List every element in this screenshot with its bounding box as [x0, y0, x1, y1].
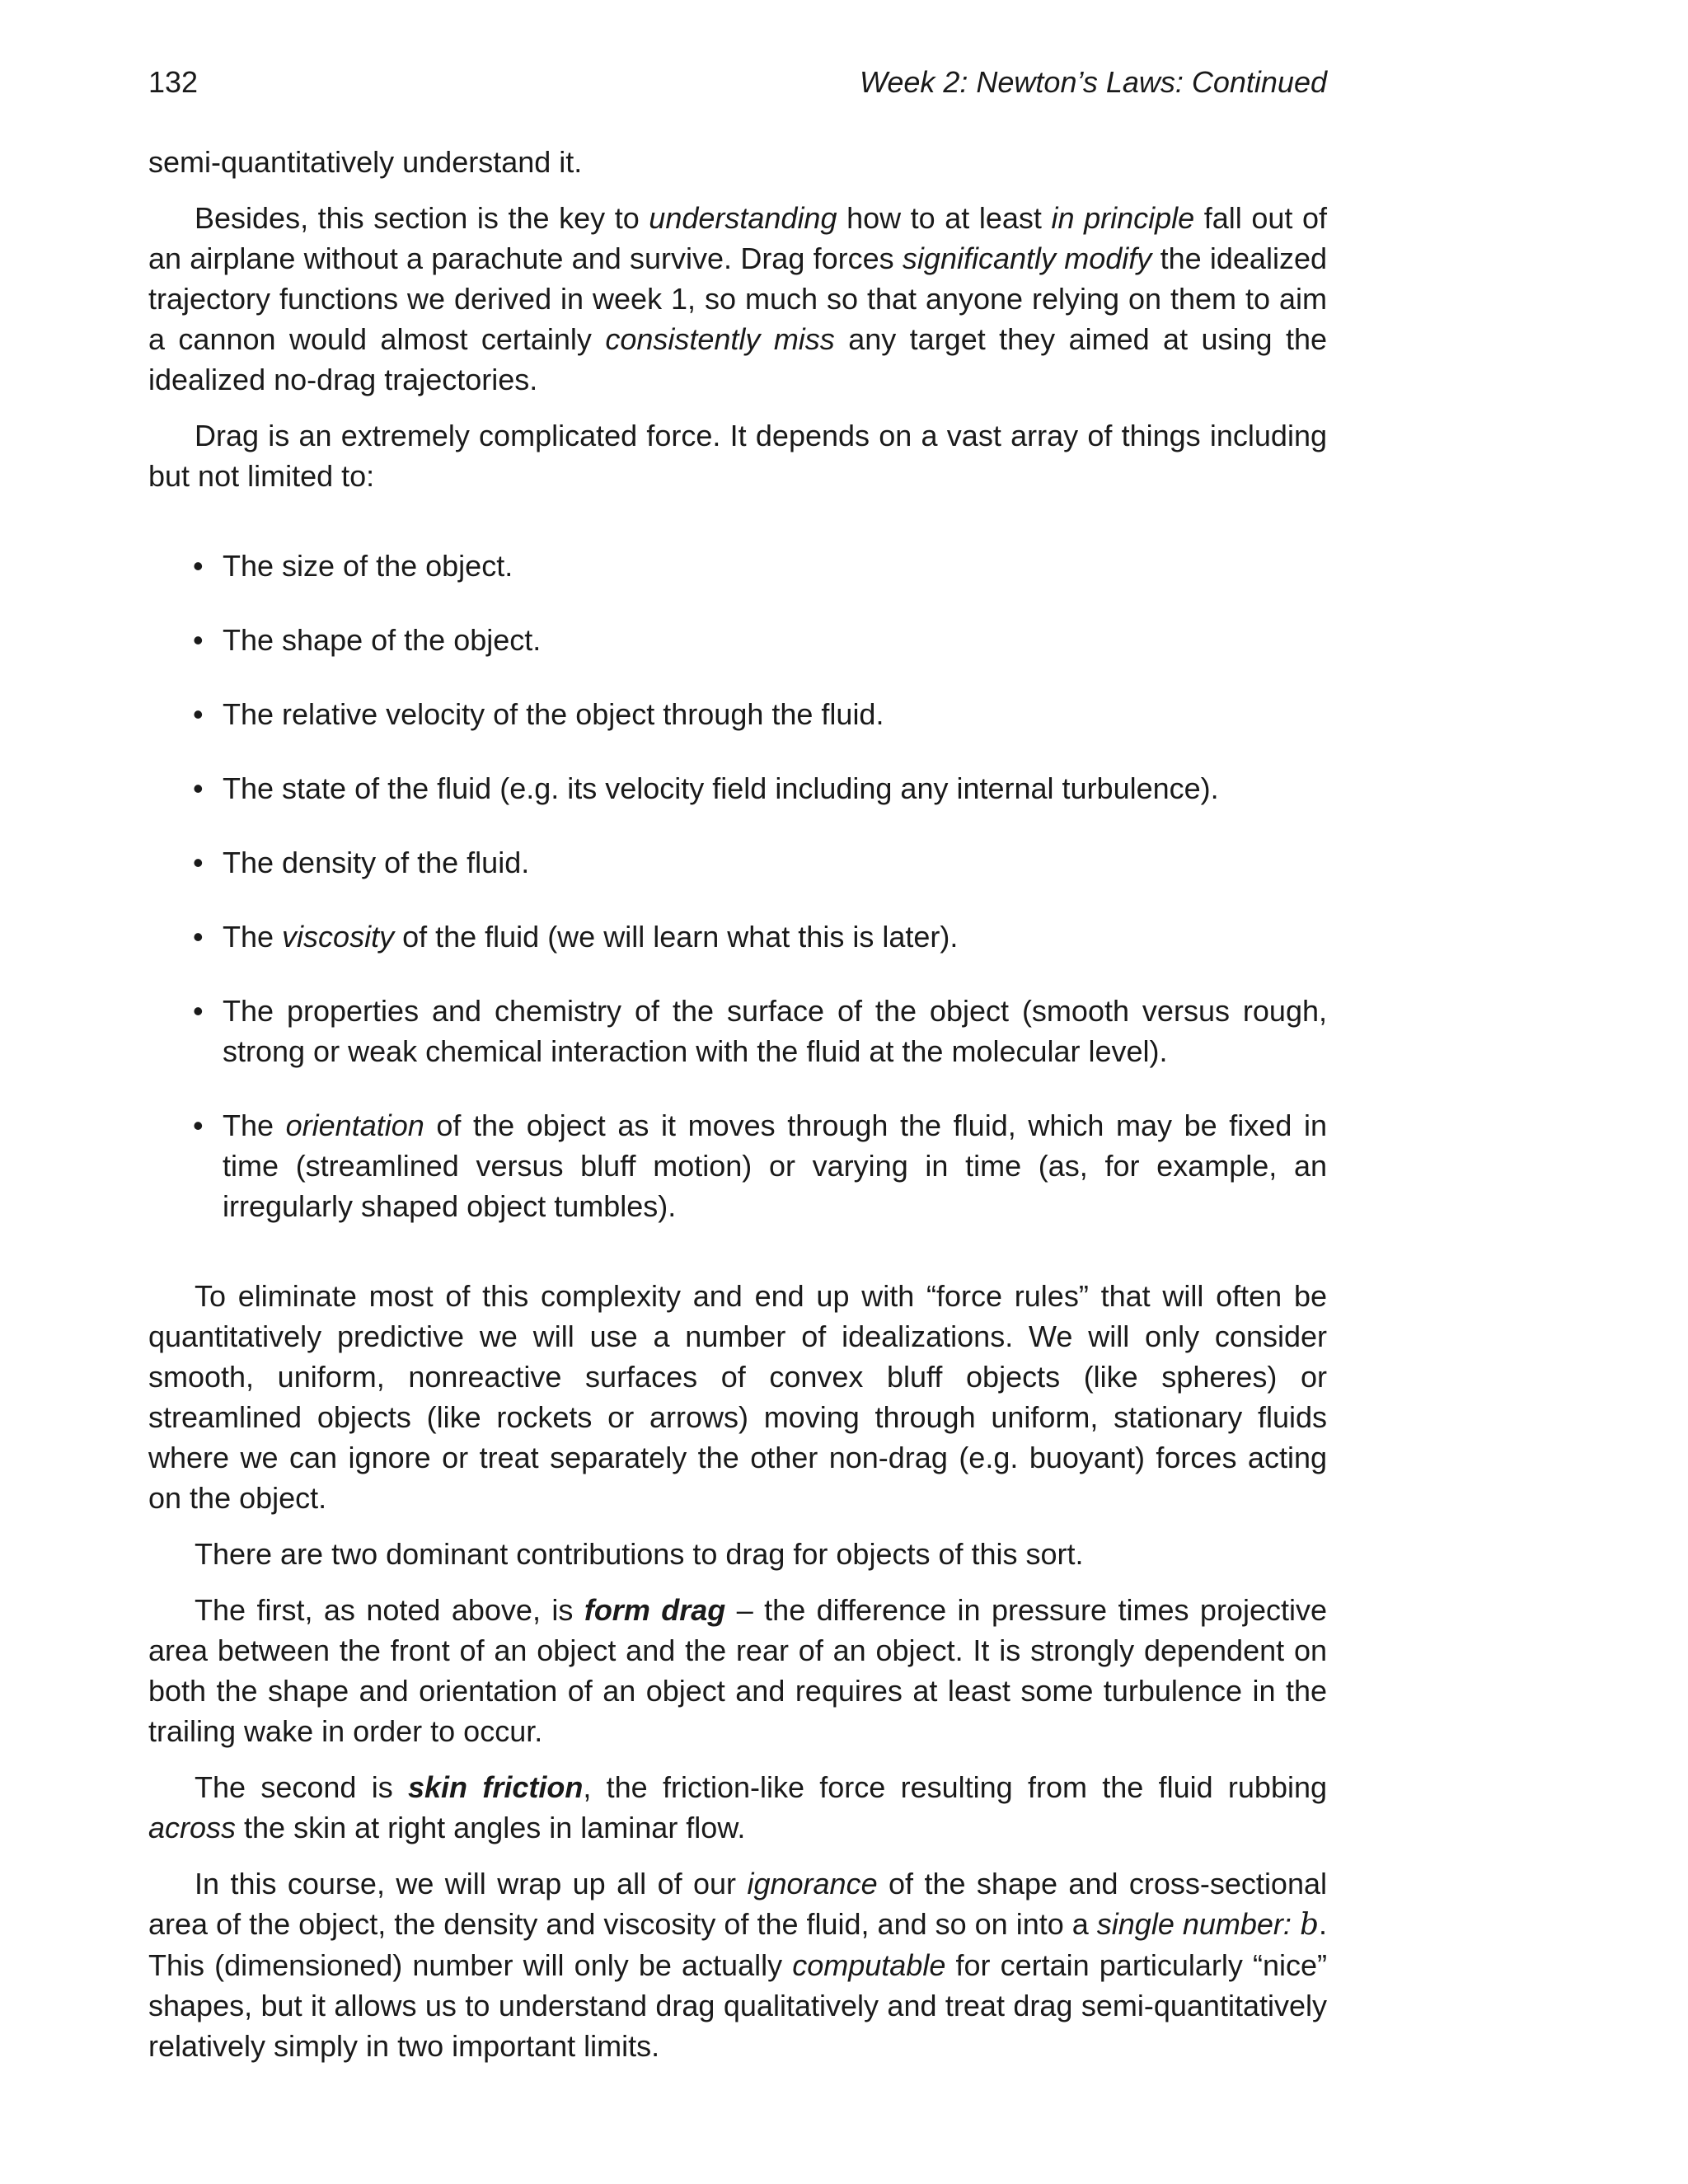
body-text [148, 142, 1327, 2066]
emphasis-consistently-miss: consistently miss [605, 322, 835, 356]
list-item: • The orientation of the object as it moves through the fluid, which may be fixed in time (streamlined versus bluff motion) or varying in time (as, for example, an irregularly shaped object tumbles). [223, 1105, 1327, 1226]
paragraph-idealizations: To eliminate most of this complexity and end up with “force rules” that will often be quantitatively predictive we will use a number of idealizations. We will only consider smooth, uniform, nonreactive surfaces of convex bluff objects (like spheres) or streamlined objects (like rockets or arrows) moving through uniform, stationary fluids where we can ignore or treat separately the other non-drag (e.g. buoyant) forces acting on the object. [148, 1279, 1327, 1515]
bullet-icon: • [193, 846, 204, 879]
document-page [148, 58, 1327, 2082]
emphasis-in-principle: in principle [1051, 201, 1195, 235]
bullet-icon: • [193, 697, 204, 731]
paragraph-two-contributions: There are two dominant contributions to drag for objects of this sort. [195, 1537, 1084, 1571]
paragraph-skin-friction: The second is skin friction, the friction-like force resulting from the fluid rubbing across the skin at right angles in laminar flow. [148, 1770, 1328, 1844]
emphasis-ignorance: ignorance [747, 1867, 878, 1900]
emphasis-single-number: single number: [1096, 1907, 1292, 1941]
paragraph-single-number: In this course, we will wrap up all of our ignorance of the shape and cross-sectional area of the object, the density and viscosity of the fluid, and so on into a single number: b. This (dimensioned) number will only be actually computable for certain particularly “nice” shapes, but it allows us to understand drag qualitatively and treat drag semi-quantitatively relatively simply in two important limits. [148, 1867, 1327, 2063]
emphasis-viscosity: viscosity [282, 920, 395, 954]
paragraph-continuation: semi-quantitatively understand it. [148, 145, 583, 179]
page-number: 132 [148, 65, 199, 99]
list-item: • The shape of the object. [223, 620, 1327, 660]
running-title: Week 2: Newton’s Laws: Continued [860, 65, 1327, 99]
list-item: • The viscosity of the fluid (we will learn what this is later). [223, 916, 1327, 957]
emphasis-orientation: orientation [285, 1108, 424, 1142]
drag-factors-list [148, 546, 1327, 1226]
list-item: • The size of the object. [223, 546, 1327, 586]
bullet-icon: • [193, 994, 204, 1028]
bullet-icon: • [193, 1108, 204, 1142]
bullet-icon: • [193, 623, 204, 657]
emphasis-significantly-modify: significantly modify [902, 241, 1152, 275]
bullet-icon: • [193, 771, 204, 805]
emphasis-understanding: understanding [649, 201, 837, 235]
bullet-icon: • [193, 549, 204, 583]
list-item: • The density of the fluid. [223, 842, 1327, 883]
term-skin-friction: skin friction [408, 1770, 584, 1804]
list-item: • The relative velocity of the object through the fluid. [223, 694, 1327, 734]
symbol-b: b [1299, 1908, 1319, 1942]
term-form-drag: form drag [584, 1593, 726, 1627]
emphasis-across: across [148, 1811, 237, 1844]
emphasis-computable: computable [792, 1948, 946, 1982]
paragraph-drag-complicated: Drag is an extremely complicated force. It depends on a vast array of things including but not limited to: [148, 419, 1327, 493]
bullet-icon: • [193, 920, 204, 954]
paragraph-parachute: Besides, this section is the key to understanding how to at least in principle fall out of an airplane without a parachute and survive. Drag forces significantly modify the idealized trajectory functions we derived in week 1, so much so that anyone relying on them to aim a cannon would almost certainly consistently miss any target they aimed at using the idealized no-drag trajectories. [148, 201, 1328, 396]
list-item: • The properties and chemistry of the surface of the object (smooth versus rough, strong or weak chemical interaction with the fluid at the molecular level). [223, 991, 1327, 1071]
running-header [148, 58, 1327, 107]
paragraph-form-drag: The first, as noted above, is form drag – the difference in pressure times projective area between the front of an object and the rear of an object. It is strongly dependent on both the shape and orientation of an object and requires at least some turbulence in the trailing wake in order to occur. [148, 1593, 1327, 1748]
list-item: • The state of the fluid (e.g. its velocity field including any internal turbulence). [223, 768, 1327, 808]
